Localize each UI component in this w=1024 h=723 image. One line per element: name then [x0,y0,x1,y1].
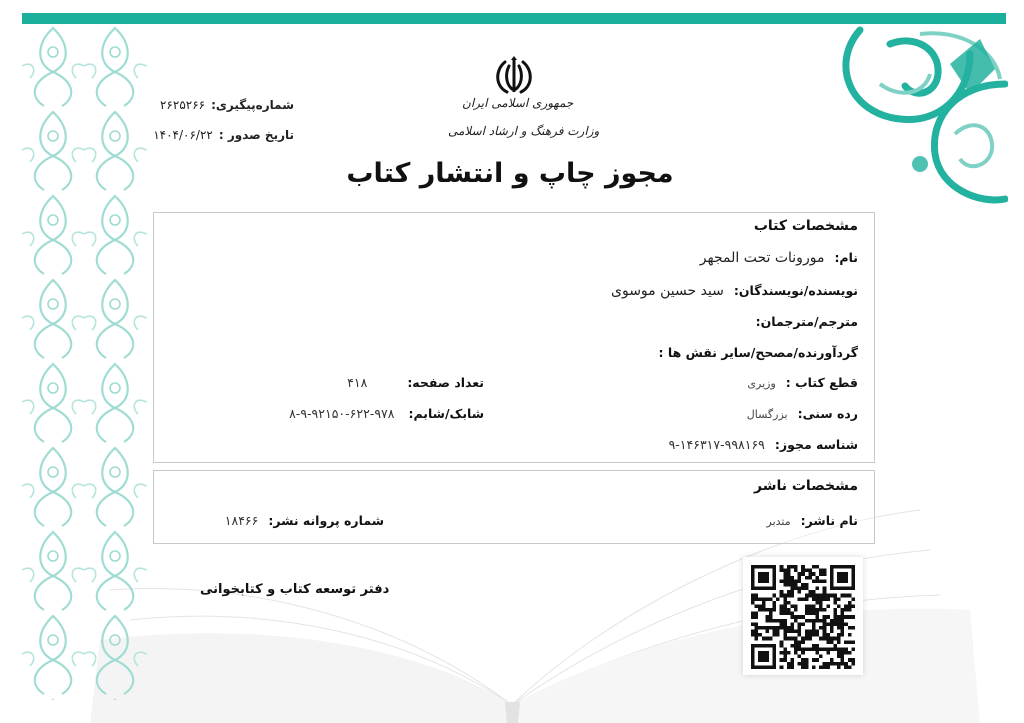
format-value: وزیری [747,377,776,390]
tracking-number-value: ۲۶۲۵۲۶۶ [159,98,206,112]
qr-code-icon[interactable] [751,565,855,669]
age-row [747,406,858,421]
isbn-value: ۹۷۸-۶۲۲-۹۲۱۵۰-۹-۸ [289,406,395,421]
issue-date-label: تاریخ صدور : [218,128,294,142]
iran-emblem-icon [493,56,535,96]
government-name: جمهوری اسلامی ایران [462,96,574,110]
pages-row [347,375,484,390]
publisher-name-value: متدبر [766,515,791,528]
compiler-label: گردآورنده/مصحح/سایر نقش ها : [658,345,858,360]
translator-row [746,314,858,329]
license-id-label: شناسه مجوز: [774,437,858,452]
pages-value: ۴۱۸ [347,375,368,390]
book-section-title: مشخصات کتاب [753,218,858,234]
license-id-row [669,437,858,452]
tracking-number [160,98,294,112]
page-title: مجوز چاپ و انتشار کتاب [346,158,674,189]
author-row [611,283,858,299]
license-id-value: ۹۹۸۱۶۹-۱۴۶۳۱۷-۹ [668,437,765,452]
tracking-number-label: شماره‌پیگیری: [211,98,294,112]
pages-label: تعداد صفحه: [407,375,484,390]
author-value: سید حسین موسوی [611,283,724,299]
publishing-permit-label: شماره پروانه نشر: [268,513,384,528]
isbn-label: شابک/شابم: [408,406,484,421]
publisher-name-label: نام ناشر: [800,513,858,528]
top-accent-bar [22,13,1006,24]
format-row [747,375,858,390]
book-name-label: نام: [834,250,858,265]
format-label: قطع کتاب : [785,375,858,390]
book-name-row [700,250,858,266]
issue-date [153,128,294,142]
publisher-name-row [767,513,858,528]
translator-label: مترجم/مترجمان: [755,314,858,329]
left-ornament-border [22,24,147,700]
age-label: رده سنی: [797,406,858,421]
corner-ornament [820,24,1008,212]
book-name-value: مورونات تحت المجهر [699,250,825,266]
issue-date-value: ۱۴۰۴/۰۶/۲۲ [153,128,213,142]
publishing-permit-value: ۱۸۴۶۶ [224,513,259,528]
publishing-permit-row [225,513,384,528]
office-name: دفتر توسعه کتاب و کتابخوانی [200,582,390,597]
ministry-name: وزارت فرهنگ و ارشاد اسلامی [448,124,600,138]
author-label: نویسنده/نویسندگان: [733,283,858,298]
age-value: بزرگسال [746,408,788,421]
compiler-row [649,345,858,360]
qr-code-frame [743,557,863,675]
publisher-section-title: مشخصات ناشر [754,478,858,494]
isbn-row [289,406,484,421]
